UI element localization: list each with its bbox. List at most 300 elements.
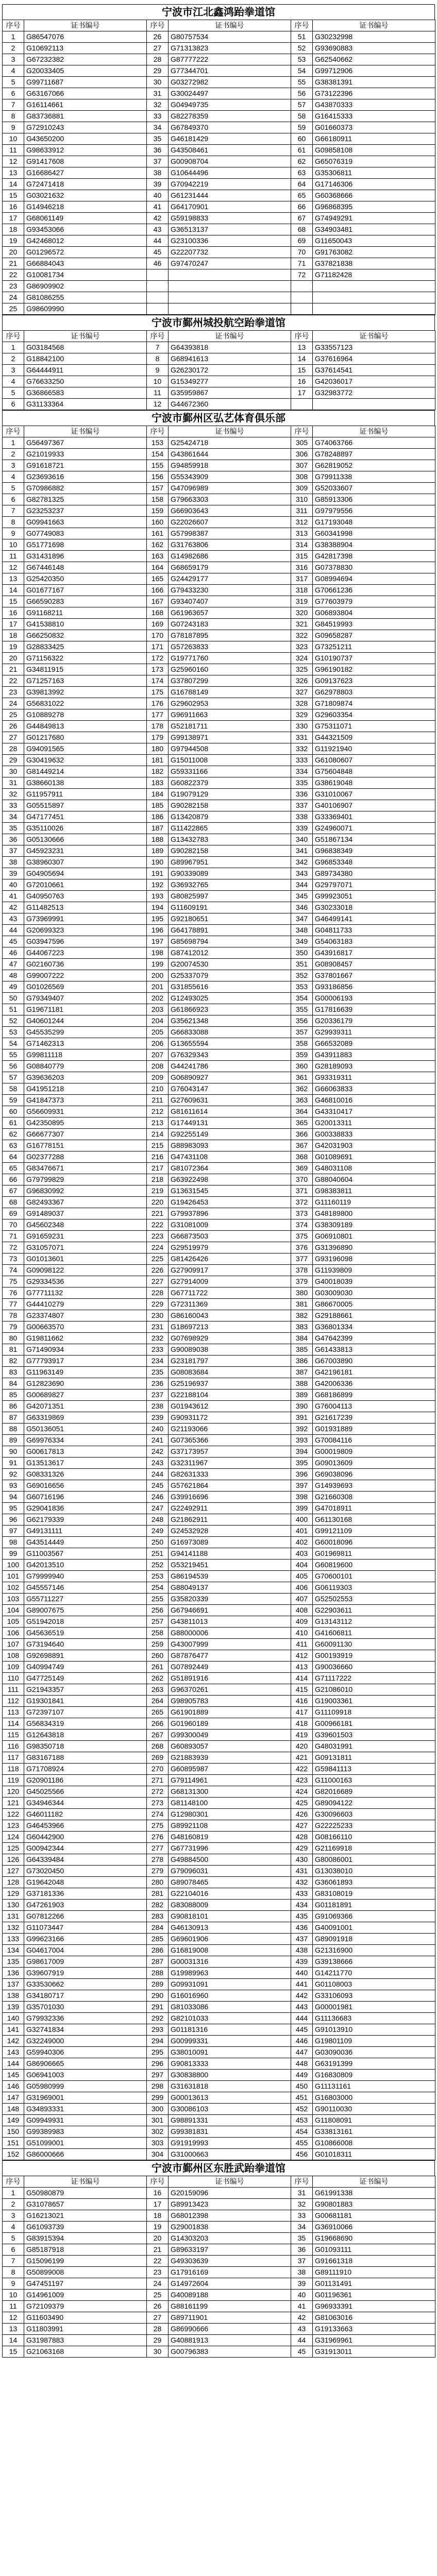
certificate-number: G03947596 (24, 936, 147, 947)
table-row (3, 1492, 435, 1503)
row-index: 13 (3, 573, 24, 585)
table-row (3, 133, 435, 145)
table-row (3, 1662, 435, 1673)
row-index: 19 (147, 2222, 169, 2233)
row-index: 294 (147, 2036, 169, 2047)
certificate-number: G23374807 (24, 1310, 147, 1321)
row-index: 13 (3, 167, 24, 179)
row-index: 429 (291, 1843, 313, 1854)
certificate-number: G66063833 (313, 1083, 435, 1095)
club-section (0, 315, 437, 410)
certificate-number: G93186856 (313, 981, 435, 993)
row-index: 74 (3, 1265, 24, 1276)
row-index: 287 (147, 1956, 169, 1968)
row-index: 83 (3, 1367, 24, 1378)
certificate-number: G39138666 (313, 1956, 435, 1968)
row-index: 156 (147, 471, 169, 483)
row-index: 437 (291, 1934, 313, 1945)
row-index: 322 (291, 630, 313, 641)
table-row (3, 2070, 435, 2081)
row-index: 158 (147, 494, 169, 505)
table-row (3, 811, 435, 823)
certificate-number: G65076319 (313, 156, 435, 167)
certificate-number: G09931091 (169, 1979, 291, 1990)
row-index: 162 (147, 539, 169, 551)
table-row (3, 1730, 435, 1741)
certificate-number: G36910066 (313, 2222, 435, 2233)
certificate-number: G83915394 (24, 2233, 147, 2244)
row-index: 289 (147, 1979, 169, 1990)
row-index: 343 (291, 868, 313, 879)
certificate-number: G01108003 (313, 1979, 435, 1990)
row-index: 52 (291, 43, 313, 54)
row-index: 29 (3, 755, 24, 766)
row-index: 133 (3, 1934, 24, 1945)
row-index: 43 (291, 2324, 313, 2335)
row-index: 34 (147, 122, 169, 133)
certificate-number: G20699323 (24, 925, 147, 936)
certificate-number: G20159096 (169, 2188, 291, 2199)
row-index: 80 (3, 1333, 24, 1344)
row-index: 23 (3, 687, 24, 698)
row-index: 320 (291, 607, 313, 619)
certificate-number: G14961009 (24, 2290, 147, 2301)
table-row (3, 1242, 435, 1253)
table-row (3, 387, 435, 399)
section-title: 宁波市鄞州区弘艺体育俱乐部 (2, 410, 435, 426)
certificate-number: G47261903 (24, 1900, 147, 1911)
row-index: 182 (147, 766, 169, 777)
table-row (3, 947, 435, 959)
certificate-number: G70084116 (313, 1435, 435, 1446)
club-section (0, 410, 437, 2160)
table-row (3, 1435, 435, 1446)
certificate-number: G89078465 (169, 1877, 291, 1888)
row-index: 401 (291, 1526, 313, 1537)
row-index: 65 (291, 190, 313, 201)
certificate-number: G13432783 (169, 834, 291, 845)
certificate-number: G79349407 (24, 993, 147, 1004)
certificate-number: G05130666 (24, 834, 147, 845)
table-row (3, 834, 435, 845)
certificate-number: G35110026 (24, 823, 147, 834)
certificate-number: G90339089 (169, 868, 291, 879)
certificate-number: G22104016 (169, 1888, 291, 1900)
table-row (3, 1389, 435, 1401)
certificate-number: G11808091 (313, 2115, 435, 2126)
table-row (3, 1469, 435, 1480)
certificate-number: G01026569 (24, 981, 147, 993)
row-index: 8 (3, 517, 24, 528)
certificate-number: G99811118 (24, 1049, 147, 1061)
row-index: 255 (147, 1594, 169, 1605)
certificate-number: G79799829 (24, 1174, 147, 1185)
row-index: 95 (3, 1503, 24, 1514)
row-index: 446 (291, 2036, 313, 2047)
certificate-number: G50899008 (24, 2267, 147, 2278)
certificate-number: G88161199 (169, 2301, 291, 2312)
certificate-number: G42350895 (24, 1117, 147, 1129)
certificate-number: G40881913 (169, 2335, 291, 2346)
row-index: 172 (147, 653, 169, 664)
certificate-number: G60018096 (313, 1537, 435, 1548)
certificate-number: G30419632 (24, 755, 147, 766)
table-row (3, 630, 435, 641)
row-index: 11 (3, 2301, 24, 2312)
certificate-number: G00193919 (313, 1650, 435, 1662)
row-index: 17 (147, 2199, 169, 2210)
row-index: 217 (147, 1163, 169, 1174)
row-index: 186 (147, 811, 169, 823)
row-index: 117 (3, 1752, 24, 1764)
row-index: 49 (3, 981, 24, 993)
certificate-number: G68186899 (313, 1389, 435, 1401)
row-index: 97 (3, 1526, 24, 1537)
table-row (3, 156, 435, 167)
table-row (3, 1832, 435, 1843)
certificate-number: G71117222 (313, 1673, 435, 1684)
row-index: 12 (3, 2312, 24, 2324)
row-index: 265 (147, 1707, 169, 1718)
row-index: 59 (291, 122, 313, 133)
certificate-number: G13038010 (313, 1866, 435, 1877)
certificate-number (169, 292, 291, 303)
row-index: 135 (3, 1956, 24, 1968)
certificate-number: G61991338 (313, 2188, 435, 2199)
row-index: 14 (3, 2335, 24, 2346)
table-row (3, 1605, 435, 1616)
table-row (3, 342, 435, 353)
certificate-number: G11803991 (24, 2324, 147, 2335)
certificate-number: G12643818 (24, 1730, 147, 1741)
table-row (3, 1310, 435, 1321)
certificate-number: G46810016 (313, 1095, 435, 1106)
row-index: 41 (291, 2301, 313, 2312)
certificate-number: G88000006 (169, 1628, 291, 1639)
row-index: 241 (147, 1435, 169, 1446)
certificate-number: G13655594 (169, 1038, 291, 1049)
certificate-number: G22207732 (169, 247, 291, 258)
certificate-number: G97470247 (169, 258, 291, 269)
row-index: 236 (147, 1378, 169, 1389)
table-row (3, 789, 435, 800)
row-index: 20 (147, 2233, 169, 2244)
row-index: 31 (3, 777, 24, 789)
certificate-number: G03009030 (313, 1287, 435, 1299)
certificate-number: G60442900 (24, 1832, 147, 1843)
certificate-number: G98633912 (24, 145, 147, 156)
row-index: 25 (3, 303, 24, 315)
certificate-number: G60895987 (169, 1764, 291, 1775)
row-index: 237 (147, 1389, 169, 1401)
certificate-number: G81072364 (169, 1163, 291, 1174)
table-row (3, 1956, 435, 1968)
club-section (0, 2160, 437, 2358)
row-index: 71 (3, 1231, 24, 1242)
row-index: 227 (147, 1276, 169, 1287)
row-index: 64 (3, 1151, 24, 1163)
certificate-number: G11650043 (313, 235, 435, 247)
certificate-number: G21193066 (169, 1423, 291, 1435)
row-index: 164 (147, 562, 169, 573)
row-index: 174 (147, 675, 169, 687)
table-row (3, 1503, 435, 1514)
certificate-number: G19642048 (24, 1877, 147, 1888)
certificate-number: G37173957 (169, 1446, 291, 1458)
certificate-number: G00001981 (313, 2002, 435, 2013)
header-index: 序号 (3, 20, 24, 31)
row-index: 35 (147, 133, 169, 145)
certificate-number: G87876477 (169, 1650, 291, 1662)
row-index: 208 (147, 1061, 169, 1072)
certificate-number: G67711722 (169, 1287, 291, 1299)
row-index: 48 (3, 970, 24, 981)
row-index: 336 (291, 789, 313, 800)
certificate-number: G42031903 (313, 1140, 435, 1151)
row-index: 23 (3, 281, 24, 292)
certificate-number: G17146306 (313, 179, 435, 190)
table-row (3, 1888, 435, 1900)
certificate-number: G59940306 (24, 2047, 147, 2058)
certificate-number: G29188661 (313, 1310, 435, 1321)
certificate-number: G66873503 (169, 1231, 291, 1242)
header-certificate: 证书编号 (313, 331, 435, 342)
header-index: 序号 (3, 426, 24, 437)
row-index: 54 (3, 1038, 24, 1049)
row-index: 290 (147, 1990, 169, 2002)
certificate-number: G36061893 (313, 1877, 435, 1888)
row-index: 5 (3, 387, 24, 399)
row-index: 244 (147, 1469, 169, 1480)
row-index: 223 (147, 1231, 169, 1242)
certificate-number: G46130913 (169, 1922, 291, 1934)
row-index: 44 (147, 235, 169, 247)
certificate-number: G63191399 (313, 2058, 435, 2070)
table-row (3, 823, 435, 834)
row-index: 42 (3, 902, 24, 913)
certificate-number: G79433230 (169, 585, 291, 596)
row-index: 296 (147, 2058, 169, 2070)
table-row (3, 471, 435, 483)
certificate-number: G31010067 (313, 789, 435, 800)
row-index: 34 (291, 2222, 313, 2233)
row-index: 129 (3, 1888, 24, 1900)
table-row (3, 1004, 435, 1015)
certificate-number: G00031316 (169, 1956, 291, 1968)
table-row (3, 201, 435, 213)
row-index: 370 (291, 1174, 313, 1185)
certificate-number: G79999940 (24, 1571, 147, 1582)
certificate-number: G66677307 (24, 1129, 147, 1140)
table-row (3, 551, 435, 562)
certificate-number: G35959867 (169, 387, 291, 399)
certificate-number: G45535299 (24, 1027, 147, 1038)
row-index: 275 (147, 1820, 169, 1832)
row-index: 43 (147, 224, 169, 235)
certificate-number: G96911663 (169, 709, 291, 721)
certificate-number: G74063766 (313, 437, 435, 449)
certificate-number: G29334536 (24, 1276, 147, 1287)
table-row (3, 1038, 435, 1049)
table-row (3, 528, 435, 539)
certificate-number: G64444911 (24, 365, 147, 376)
certificate-number: G80086001 (313, 1854, 435, 1866)
certificate-number: G82016689 (313, 1786, 435, 1798)
certificate-number: G09941663 (24, 517, 147, 528)
row-index: 228 (147, 1287, 169, 1299)
row-index: 37 (3, 845, 24, 857)
table-row (3, 2013, 435, 2024)
row-index: 44 (291, 2335, 313, 2346)
certificate-number: G31855616 (169, 981, 291, 993)
row-index: 106 (3, 1628, 24, 1639)
certificate-number: G16016960 (169, 1990, 291, 2002)
row-index: 22 (3, 675, 24, 687)
row-index: 409 (291, 1616, 313, 1628)
row-index: 27 (147, 2312, 169, 2324)
certificate-number: G83108019 (313, 1888, 435, 1900)
row-index: 327 (291, 687, 313, 698)
row-index: 41 (3, 891, 24, 902)
row-index: 316 (291, 562, 313, 573)
row-index: 3 (3, 460, 24, 471)
certificate-number: G70600101 (313, 1571, 435, 1582)
row-index: 291 (147, 2002, 169, 2013)
certificate-number: G26230172 (169, 365, 291, 376)
certificate-number: G94091565 (24, 743, 147, 755)
table-row (3, 936, 435, 947)
row-index: 210 (147, 1083, 169, 1095)
row-index: 202 (147, 993, 169, 1004)
row-index: 25 (3, 709, 24, 721)
row-index: 453 (291, 2115, 313, 2126)
certificate-number: G07812266 (24, 1911, 147, 1922)
certificate-number: G03090036 (313, 2047, 435, 2058)
row-index: 56 (3, 1061, 24, 1072)
certificate-number: G86670005 (313, 1299, 435, 1310)
row-index: 116 (3, 1741, 24, 1752)
certificate-number: G88049137 (169, 1582, 291, 1594)
certificate-number: G91489037 (24, 1208, 147, 1219)
row-index: 30 (147, 77, 169, 88)
certificate-number: G87777222 (169, 54, 291, 65)
certificate-number: G32311967 (169, 1458, 291, 1469)
certificate-table (2, 2176, 435, 2358)
certificate-number: G42006336 (313, 1378, 435, 1389)
table-row (3, 1049, 435, 1061)
certificate-number: G79114961 (169, 1775, 291, 1786)
row-index: 426 (291, 1809, 313, 1820)
row-index: 8 (3, 111, 24, 122)
table-row (3, 1412, 435, 1423)
row-index: 1 (3, 437, 24, 449)
row-index: 231 (147, 1321, 169, 1333)
certificate-number: G94859918 (169, 460, 291, 471)
row-index: 323 (291, 641, 313, 653)
certificate-number: G76004113 (313, 1401, 435, 1412)
row-index: 138 (3, 1990, 24, 2002)
table-row (3, 777, 435, 789)
table-row (3, 2335, 435, 2346)
certificate-number: G09098122 (24, 1265, 147, 1276)
certificate-number: G00908704 (169, 156, 291, 167)
table-row (3, 483, 435, 494)
row-index: 13 (291, 342, 313, 353)
row-index: 152 (3, 2149, 24, 2160)
table-row (3, 1684, 435, 1696)
certificate-number: G29519979 (169, 1242, 291, 1253)
row-index: 253 (147, 1571, 169, 1582)
row-index: 38 (291, 2267, 313, 2278)
row-index (147, 303, 169, 315)
row-index: 194 (147, 902, 169, 913)
row-index: 338 (291, 811, 313, 823)
row-index: 456 (291, 2149, 313, 2160)
certificate-number: G11109918 (313, 1707, 435, 1718)
row-index: 160 (147, 517, 169, 528)
certificate-number: G11000163 (313, 1775, 435, 1786)
certificate-number: G64393818 (169, 342, 291, 353)
certificate-number: G38960307 (24, 857, 147, 868)
certificate-number: G76633250 (24, 376, 147, 387)
row-index: 358 (291, 1038, 313, 1049)
certificate-number: G47431108 (169, 1151, 291, 1163)
table-row (3, 88, 435, 99)
certificate-number: G49884500 (169, 1854, 291, 1866)
certificate-number: G39916696 (169, 1492, 291, 1503)
certificate-number: G07892449 (169, 1662, 291, 1673)
table-row (3, 122, 435, 133)
certificate-number: G51771698 (24, 539, 147, 551)
row-index: 425 (291, 1798, 313, 1809)
certificate-number: G61080607 (313, 755, 435, 766)
certificate-number: G82781325 (24, 494, 147, 505)
certificate-number: G70661236 (313, 585, 435, 596)
table-row (3, 1843, 435, 1854)
row-index: 151 (3, 2138, 24, 2149)
table-row (3, 845, 435, 857)
row-index: 239 (147, 1412, 169, 1423)
certificate-number: G44241786 (169, 1061, 291, 1072)
row-index: 292 (147, 2013, 169, 2024)
certificate-number: G47451197 (24, 2278, 147, 2290)
certificate-number: G90036660 (313, 1662, 435, 1673)
row-index: 5 (3, 483, 24, 494)
row-index: 87 (3, 1412, 24, 1423)
certificate-number: G61130168 (313, 1514, 435, 1526)
certificate-number: G11136683 (313, 2013, 435, 2024)
header-index: 序号 (147, 20, 169, 31)
row-index: 300 (147, 2104, 169, 2115)
certificate-number: G97944508 (169, 743, 291, 755)
table-row (3, 353, 435, 365)
row-index: 245 (147, 1480, 169, 1492)
certificate-number (169, 281, 291, 292)
row-index: 214 (147, 1129, 169, 1140)
row-index: 452 (291, 2104, 313, 2115)
table-row (3, 1798, 435, 1809)
certificate-number: G60091130 (313, 1639, 435, 1650)
row-index: 21 (147, 2244, 169, 2256)
certificate-number: G93196098 (313, 1253, 435, 1265)
certificate-number: G20074530 (169, 959, 291, 970)
table-row (3, 1934, 435, 1945)
certificate-number: G03184568 (24, 342, 147, 353)
row-index: 2 (3, 449, 24, 460)
row-index: 12 (147, 399, 169, 410)
row-index: 187 (147, 823, 169, 834)
row-index: 143 (3, 2047, 24, 2058)
